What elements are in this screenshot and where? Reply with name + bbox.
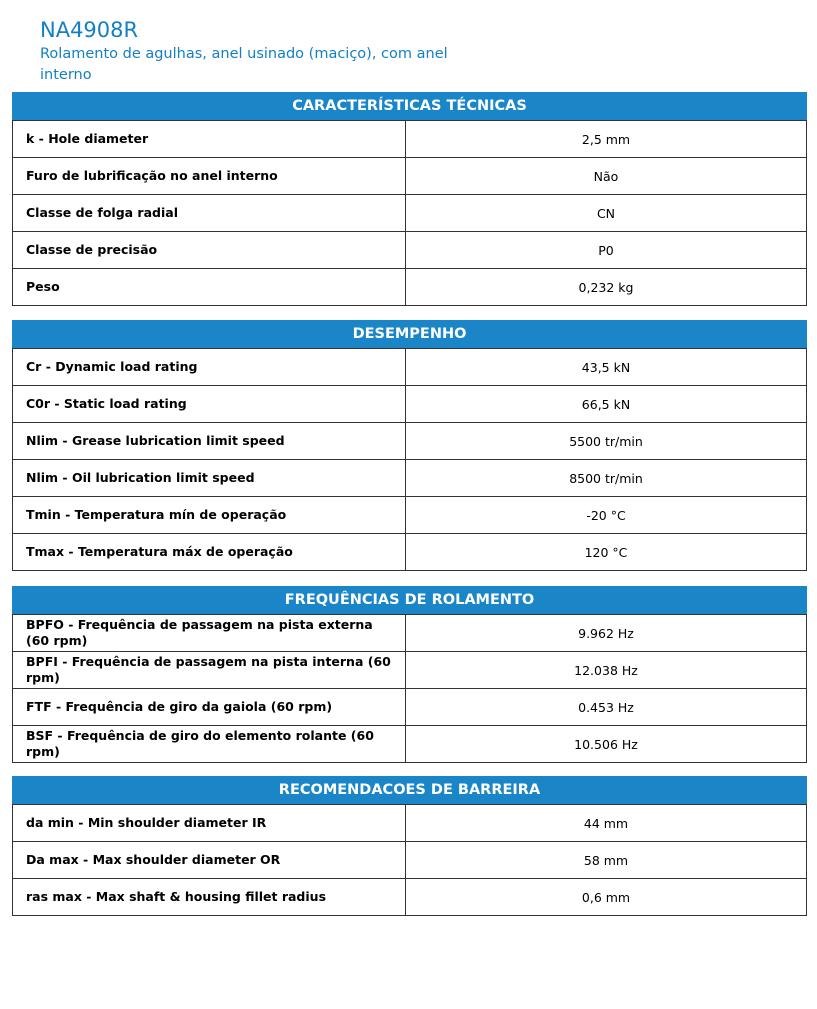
- table-row: [13, 652, 807, 689]
- row-value: 0,232 kg: [406, 269, 807, 306]
- row-label: Tmin - Temperatura mín de operação: [13, 497, 406, 534]
- row-value: 43,5 kN: [406, 349, 807, 386]
- spec-table: [12, 120, 807, 306]
- section-technical-characteristics: [12, 92, 807, 306]
- table-row: [13, 879, 807, 916]
- product-header: [40, 16, 480, 86]
- table-row: [13, 534, 807, 571]
- table-row: [13, 460, 807, 497]
- table-row: [13, 842, 807, 879]
- spec-table: [12, 348, 807, 571]
- table-row: [13, 615, 807, 652]
- spec-table: [12, 804, 807, 916]
- table-row: [13, 386, 807, 423]
- row-label: ras max - Max shaft & housing fillet radius: [13, 879, 406, 916]
- section-header: DESEMPENHO: [12, 320, 807, 348]
- table-row: [13, 423, 807, 460]
- row-label: Peso: [13, 269, 406, 306]
- section-bearing-frequencies: [12, 586, 807, 763]
- row-value: -20 °C: [406, 497, 807, 534]
- row-label: C0r - Static load rating: [13, 386, 406, 423]
- row-value: 8500 tr/min: [406, 460, 807, 497]
- row-value: 2,5 mm: [406, 121, 807, 158]
- section-header: RECOMENDACOES DE BARREIRA: [12, 776, 807, 804]
- row-label: Nlim - Oil lubrication limit speed: [13, 460, 406, 497]
- table-row: [13, 195, 807, 232]
- row-value: Não: [406, 158, 807, 195]
- row-value: 66,5 kN: [406, 386, 807, 423]
- row-label: Tmax - Temperatura máx de operação: [13, 534, 406, 571]
- row-value: 58 mm: [406, 842, 807, 879]
- table-row: [13, 805, 807, 842]
- product-title: NA4908R: [40, 18, 139, 42]
- row-label: da min - Min shoulder diameter IR: [13, 805, 406, 842]
- row-value: P0: [406, 232, 807, 269]
- row-label: Classe de precisão: [13, 232, 406, 269]
- table-row: [13, 232, 807, 269]
- row-label: BSF - Frequência de giro do elemento rolante (60 rpm): [13, 726, 406, 763]
- row-label: Cr - Dynamic load rating: [13, 349, 406, 386]
- row-value: 120 °C: [406, 534, 807, 571]
- row-label: BPFI - Frequência de passagem na pista interna (60 rpm): [13, 652, 406, 689]
- section-header: FREQUÊNCIAS DE ROLAMENTO: [12, 586, 807, 614]
- row-value: 5500 tr/min: [406, 423, 807, 460]
- table-row: [13, 726, 807, 763]
- row-value: 0,6 mm: [406, 879, 807, 916]
- table-row: [13, 121, 807, 158]
- row-value: 12.038 Hz: [406, 652, 807, 689]
- row-value: 10.506 Hz: [406, 726, 807, 763]
- row-value: 9.962 Hz: [406, 615, 807, 652]
- section-header: CARACTERÍSTICAS TÉCNICAS: [12, 92, 807, 120]
- table-row: [13, 349, 807, 386]
- spec-table: [12, 614, 807, 763]
- section-performance: [12, 320, 807, 571]
- row-label: Furo de lubrificação no anel interno: [13, 158, 406, 195]
- row-label: FTF - Frequência de giro da gaiola (60 rpm): [13, 689, 406, 726]
- table-row: [13, 689, 807, 726]
- row-label: BPFO - Frequência de passagem na pista externa (60 rpm): [13, 615, 406, 652]
- table-row: [13, 497, 807, 534]
- table-row: [13, 269, 807, 306]
- product-subtitle: Rolamento de agulhas, anel usinado (maciço), com anel interno: [40, 46, 448, 83]
- section-barrier-recommendations: [12, 776, 807, 916]
- row-label: Da max - Max shoulder diameter OR: [13, 842, 406, 879]
- row-value: CN: [406, 195, 807, 232]
- row-value: 44 mm: [406, 805, 807, 842]
- row-label: k - Hole diameter: [13, 121, 406, 158]
- row-label: Nlim - Grease lubrication limit speed: [13, 423, 406, 460]
- row-value: 0.453 Hz: [406, 689, 807, 726]
- row-label: Classe de folga radial: [13, 195, 406, 232]
- table-row: [13, 158, 807, 195]
